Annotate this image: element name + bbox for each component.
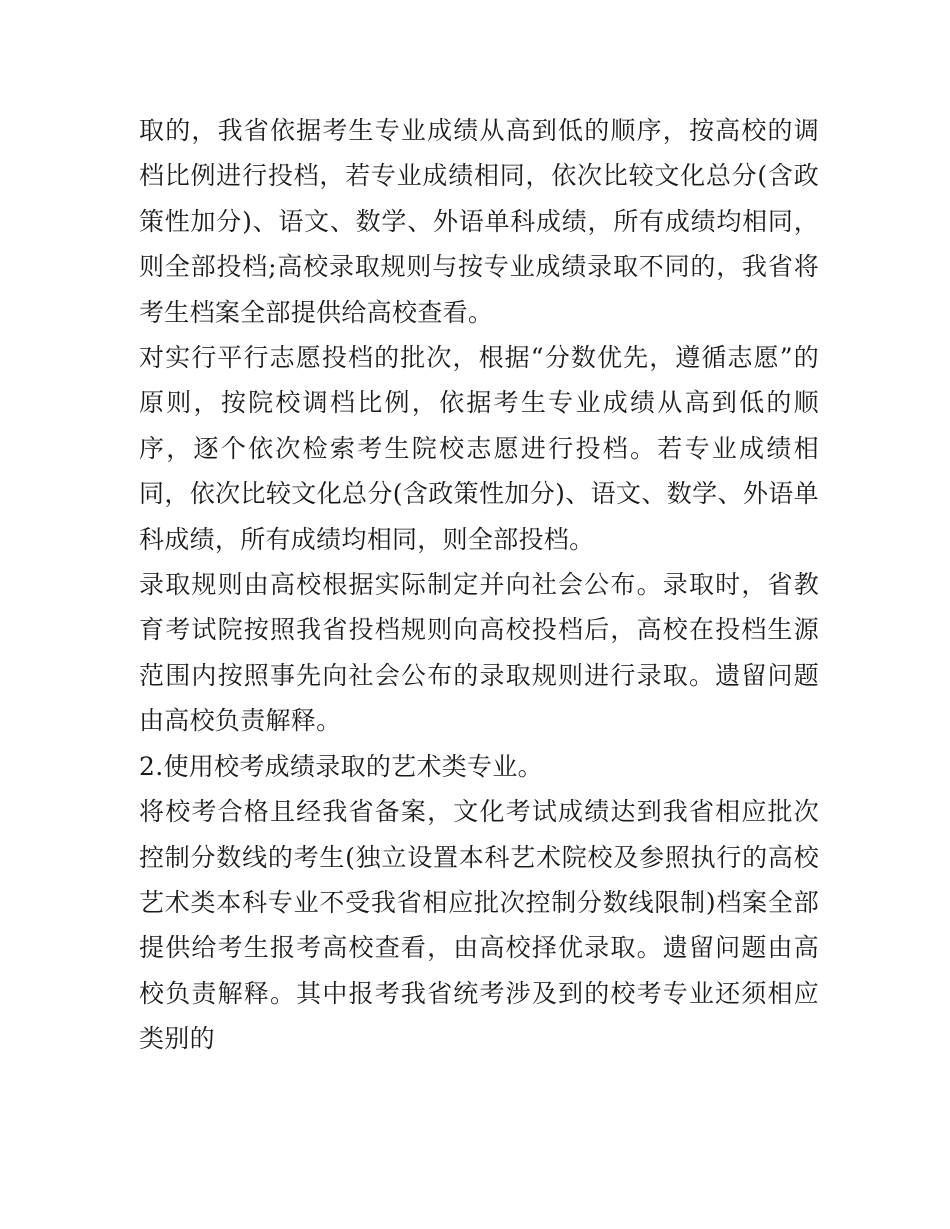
paragraph-4: 将校考合格且经我省备案，文化考试成绩达到我省相应批次控制分数线的考生(独立设置本科艺术院校及参照执行的高校艺术类本科专业不受我省相应批次控制分数线限制)档案全部提供给考生报考高校查看，由高校择优录取。遗留问题由高校负责解释。其中报考我省统考涉及到的校考专业还须相应类别的 (139, 797, 819, 1054)
document-body (139, 108, 819, 1062)
paragraph-1: 取的，我省依据考生专业成绩从高到低的顺序，按高校的调档比例进行投档，若专业成绩相同，依次比较文化总分(含政策性加分)、语文、数学、外语单科成绩，所有成绩均相同，则全部投档;高校录取规则与按专业成绩录取不同的，我省将考生档案全部提供给高校查看。 (139, 116, 819, 327)
paragraph-3: 录取规则由高校根据实际制定并向社会公布。录取时，省教育考试院按照我省投档规则向高校投档后，高校在投档生源范围内按照事先向社会公布的录取规则进行录取。遗留问题由高校负责解释。 (139, 570, 819, 736)
paragraph-2: 对实行平行志愿投档的批次，根据“分数优先，遵循志愿”的原则，按院校调档比例，依据考生专业成绩从高到低的顺序，逐个依次检索考生院校志愿进行投档。若专业成绩相同，依次比较文化总分(含政策性加分)、语文、数学、外语单科成绩，所有成绩均相同，则全部投档。 (139, 343, 819, 554)
section-heading: 2.使用校考成绩录取的艺术类专业。 (139, 751, 543, 781)
